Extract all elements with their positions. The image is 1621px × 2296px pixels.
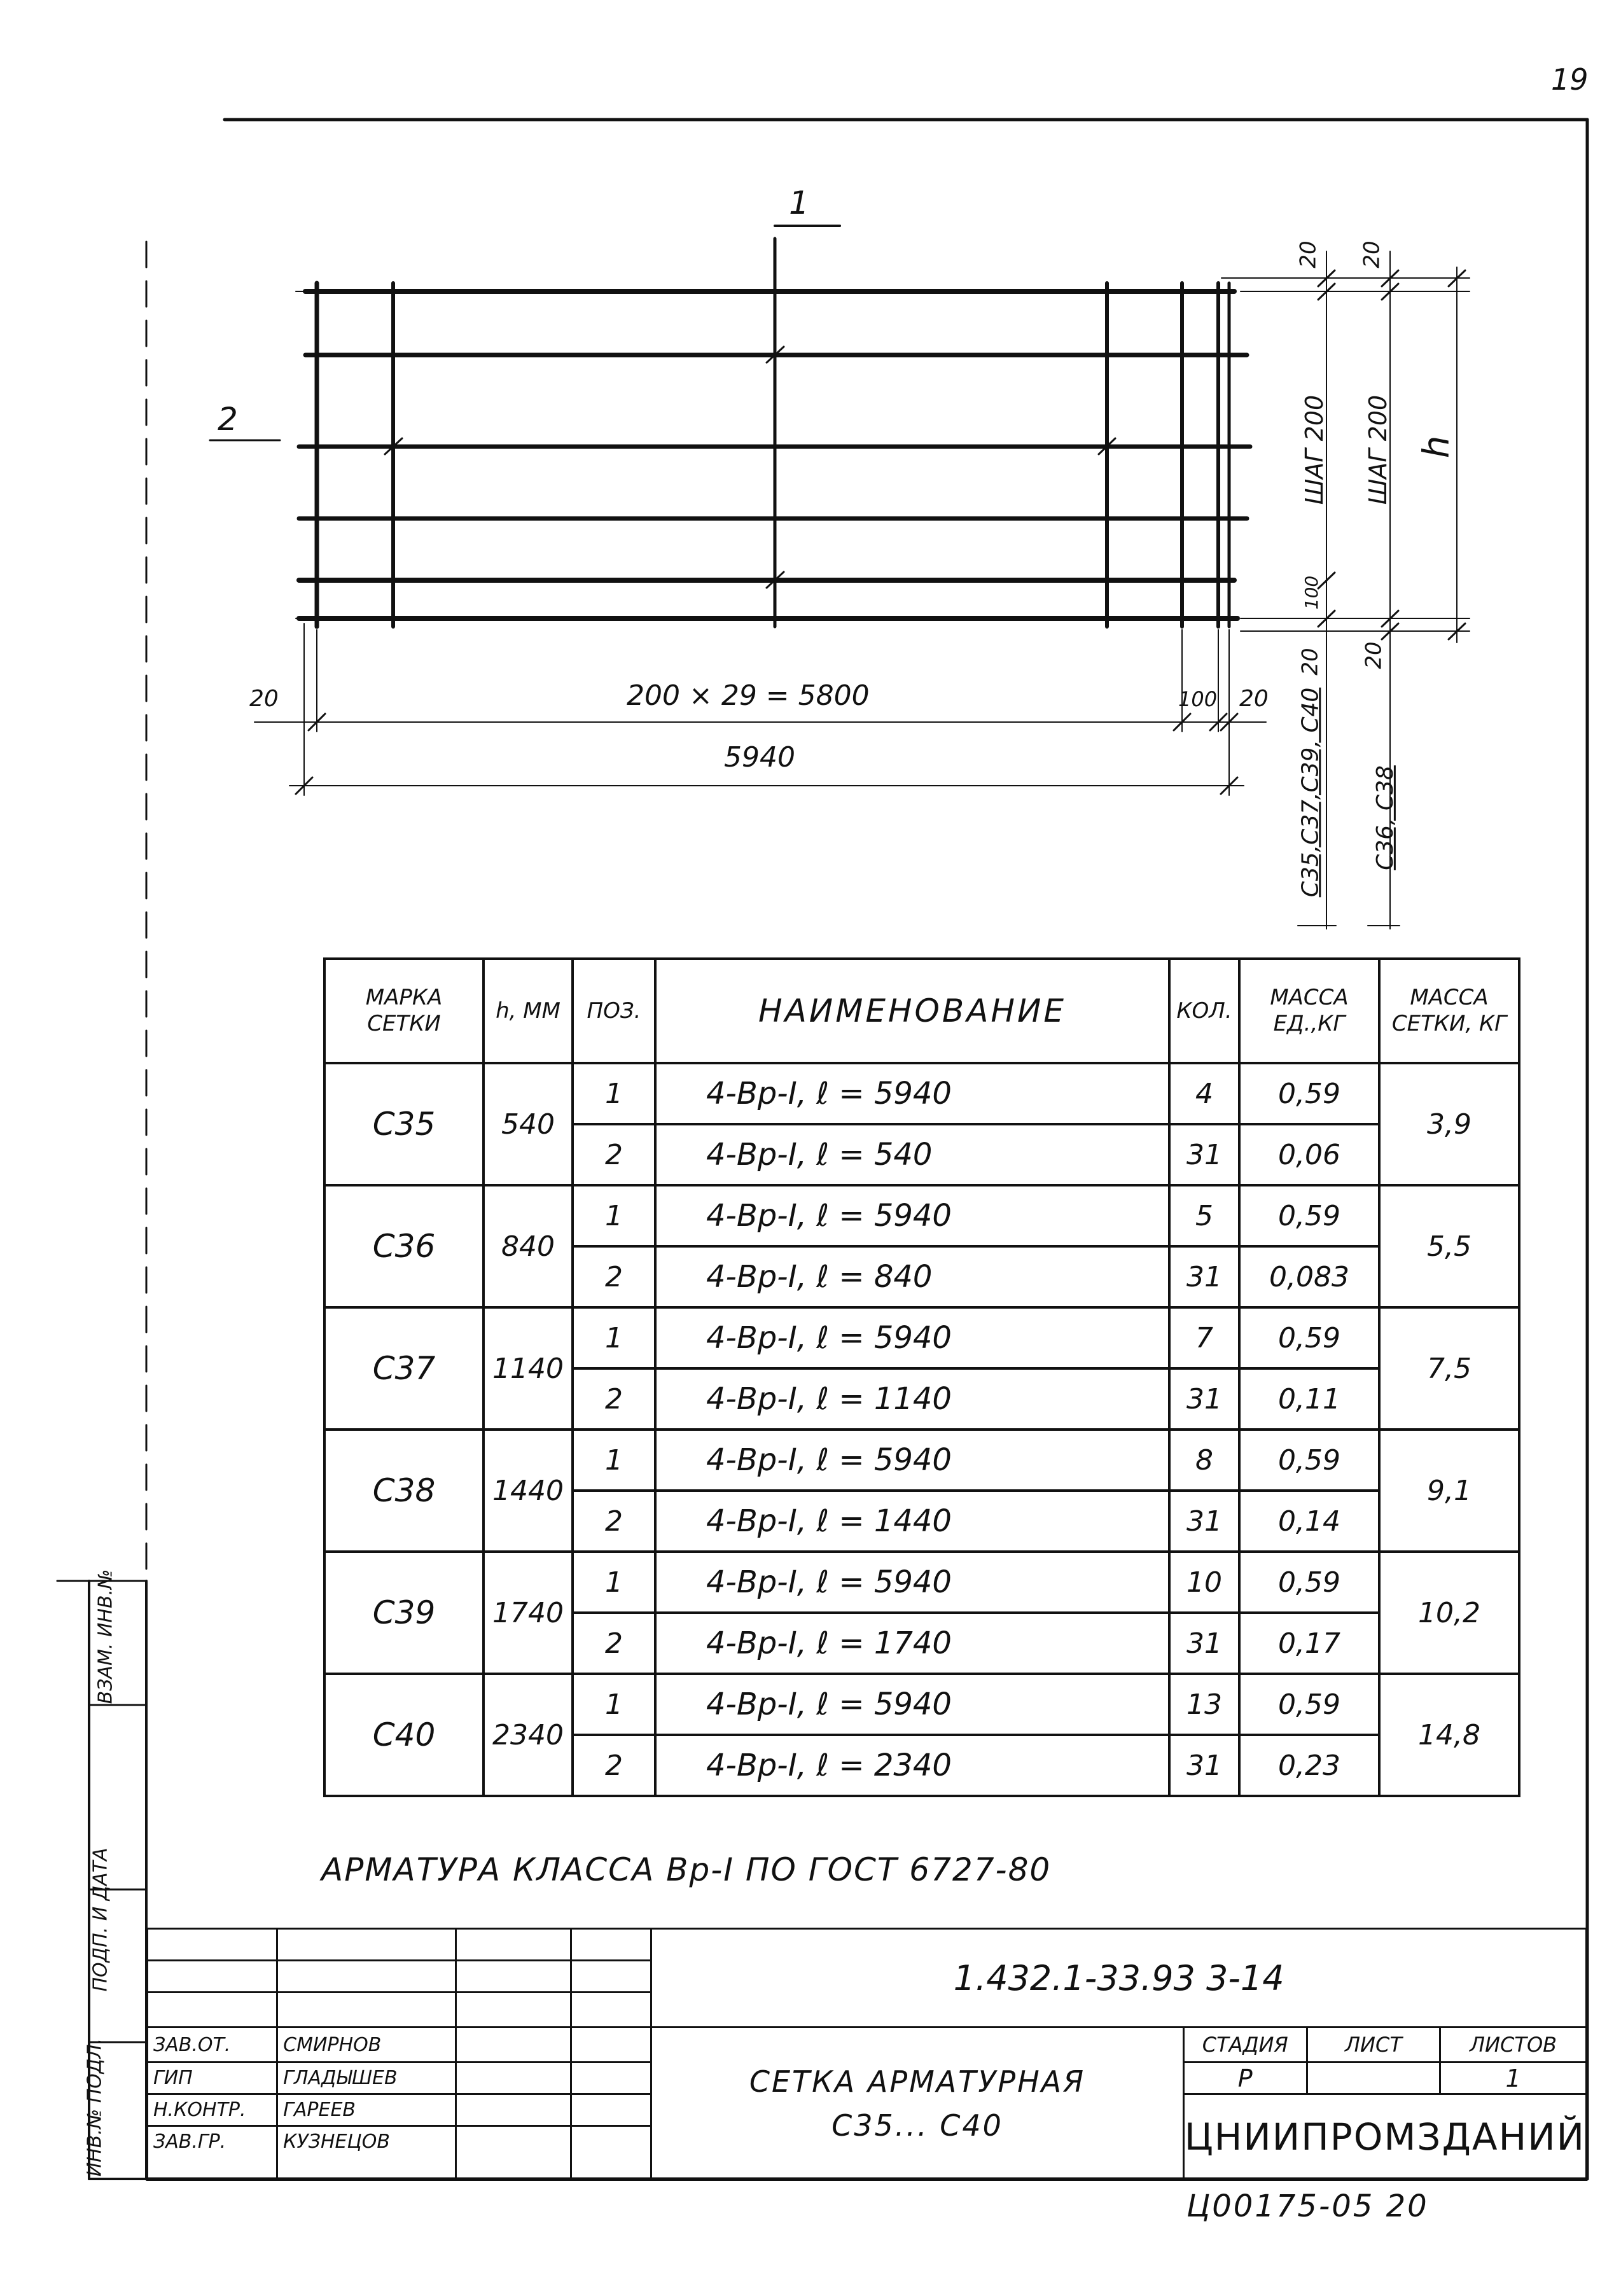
step-label-1: ШАГ 200	[1300, 394, 1329, 505]
mesh-mass: 9,1	[1379, 1430, 1519, 1552]
mesh-mark: С37	[324, 1307, 484, 1430]
sheet-value	[1307, 2063, 1440, 2094]
dimension-span: 200 × 29 = 5800	[627, 679, 870, 712]
position: 1	[573, 1063, 655, 1124]
signer-name: КУЗНЕЦОВ	[277, 2126, 456, 2180]
mesh-height: 540	[484, 1063, 573, 1185]
title-block-row	[148, 2028, 1587, 2063]
unit-mass: 0,06	[1239, 1124, 1379, 1185]
quantity: 31	[1169, 1368, 1239, 1430]
reinforcement-note: АРМАТУРА КЛАССА Вр-I ПО ГОСТ 6727-80	[321, 1851, 1052, 1888]
sheets-header: ЛИСТОВ	[1440, 2028, 1587, 2063]
dimension-bottom-100: 100	[1301, 575, 1323, 610]
position: 2	[573, 1613, 655, 1674]
margin-label-vzam-inv: ВЗАМ. ИНВ.№	[94, 1569, 117, 1704]
mesh-mark: С40	[324, 1674, 484, 1796]
sheets-value: 1	[1440, 2063, 1587, 2094]
blank-cell	[277, 1993, 456, 2028]
quantity: 10	[1169, 1552, 1239, 1613]
header-name: НАИМЕНОВАНИЕ	[655, 959, 1169, 1063]
dimension-left-edge: 20	[249, 686, 279, 712]
unit-mass: 0,23	[1239, 1735, 1379, 1796]
blank-cell	[456, 1961, 571, 1993]
item-name: 4-Вр-I, ℓ = 840	[655, 1246, 1169, 1307]
item-name: 4-Вр-I, ℓ = 5940	[655, 1185, 1169, 1246]
quantity: 7	[1169, 1307, 1239, 1368]
mesh-mass: 3,9	[1379, 1063, 1519, 1185]
position: 2	[573, 1124, 655, 1185]
drawing-title	[651, 2028, 1183, 2180]
item-name: 4-Вр-I, ℓ = 1440	[655, 1491, 1169, 1552]
title-line-1: СЕТКА АРМАТУРНАЯ	[749, 2064, 1086, 2099]
position: 1	[573, 1307, 655, 1368]
mesh-height: 1140	[484, 1307, 573, 1430]
item-name: 4-Вр-I, ℓ = 5940	[655, 1063, 1169, 1124]
table-row	[324, 1674, 1519, 1735]
blank-cell	[277, 1961, 456, 1993]
mesh-mass: 10,2	[1379, 1552, 1519, 1674]
group-label-2: С36, С38	[1372, 765, 1398, 870]
unit-mass: 0,083	[1239, 1246, 1379, 1307]
unit-mass: 0,59	[1239, 1307, 1379, 1368]
dimension-right-100: 100	[1178, 687, 1218, 711]
blank-cell	[456, 1929, 571, 1961]
margin-label-inv-podl: ИНВ.№ ПОДЛ.	[83, 2038, 106, 2177]
section-label: 1	[789, 184, 809, 221]
position: 2	[573, 1368, 655, 1430]
blank-cell	[277, 1929, 456, 1961]
item-name: 4-Вр-I, ℓ = 5940	[655, 1674, 1169, 1735]
quantity: 31	[1169, 1613, 1239, 1674]
dimension-bottom-20a: 20	[1297, 648, 1323, 676]
quantity: 31	[1169, 1124, 1239, 1185]
mesh-height: 2340	[484, 1674, 573, 1796]
mesh-mark: С39	[324, 1552, 484, 1674]
position: 2	[573, 1735, 655, 1796]
unit-mass: 0,59	[1239, 1063, 1379, 1124]
mesh-mass: 5,5	[1379, 1185, 1519, 1307]
blank-cell	[148, 1961, 277, 1993]
dimension-total: 5940	[724, 741, 795, 774]
signer-role: ГИП	[148, 2063, 277, 2094]
signer-name: ГАРЕЕВ	[277, 2094, 456, 2126]
signer-name: СМИРНОВ	[277, 2028, 456, 2063]
dimension-right-20: 20	[1239, 686, 1269, 712]
mesh-mass: 14,8	[1379, 1674, 1519, 1796]
unit-mass: 0,59	[1239, 1674, 1379, 1735]
blank-cell	[571, 1929, 651, 1961]
position: 2	[573, 1246, 655, 1307]
position: 1	[573, 1552, 655, 1613]
item-name: 4-Вр-I, ℓ = 1140	[655, 1368, 1169, 1430]
unit-mass: 0,14	[1239, 1491, 1379, 1552]
quantity: 5	[1169, 1185, 1239, 1246]
side-label: 2	[218, 401, 238, 438]
step-label-2: ШАГ 200	[1364, 394, 1393, 505]
blank-cell	[148, 1929, 277, 1961]
spec-header-row	[324, 959, 1519, 1063]
quantity: 13	[1169, 1674, 1239, 1735]
signer-role: ЗАВ.ОТ.	[148, 2028, 277, 2063]
signature-cell	[456, 2094, 571, 2126]
item-name: 4-Вр-I, ℓ = 1740	[655, 1613, 1169, 1674]
header-qty: КОЛ.	[1169, 959, 1239, 1063]
item-name: 4-Вр-I, ℓ = 5940	[655, 1307, 1169, 1368]
mesh-height: 1740	[484, 1552, 573, 1674]
quantity: 8	[1169, 1430, 1239, 1491]
unit-mass: 0,59	[1239, 1552, 1379, 1613]
mesh-mark: С36	[324, 1185, 484, 1307]
header-mark: МАРКА СЕТКИ	[324, 959, 484, 1063]
height-label: h	[1416, 435, 1458, 459]
table-row	[324, 1552, 1519, 1613]
unit-mass: 0,59	[1239, 1430, 1379, 1491]
stage-value: Р	[1183, 2063, 1307, 2094]
blank-cell	[456, 1993, 571, 2028]
stage-header: СТАДИЯ	[1183, 2028, 1307, 2063]
position: 1	[573, 1674, 655, 1735]
page-number: 19	[1551, 62, 1589, 97]
blank-cell	[148, 1993, 277, 2028]
item-name: 4-Вр-I, ℓ = 540	[655, 1124, 1169, 1185]
mesh-mass: 7,5	[1379, 1307, 1519, 1430]
date-cell	[571, 2028, 651, 2063]
title-block-row	[148, 1929, 1587, 1961]
date-cell	[571, 2094, 651, 2126]
dimension-top-20a: 20	[1295, 240, 1321, 268]
unit-mass: 0,17	[1239, 1613, 1379, 1674]
specification-table	[323, 957, 1520, 1797]
signer-name: ГЛАДЫШЕВ	[277, 2063, 456, 2094]
mesh-mark: С35	[324, 1063, 484, 1185]
signature-cell	[456, 2063, 571, 2094]
blank-cell	[571, 1993, 651, 2028]
blank-cell	[571, 1961, 651, 1993]
date-cell	[571, 2063, 651, 2094]
title-block	[146, 1928, 1587, 2181]
mesh-mark: С38	[324, 1430, 484, 1552]
table-row	[324, 1430, 1519, 1491]
signature-cell	[456, 2028, 571, 2063]
item-name: 4-Вр-I, ℓ = 5940	[655, 1552, 1169, 1613]
mesh-height: 1440	[484, 1430, 573, 1552]
header-mesh-mass: МАССА СЕТКИ, КГ	[1379, 959, 1519, 1063]
table-row	[324, 1185, 1519, 1246]
bottom-stamp: Ц00175-05 20	[1186, 2188, 1429, 2224]
document-code: 1.432.1-33.93 3-14	[651, 1929, 1587, 2028]
header-h: h, ММ	[484, 959, 573, 1063]
organization-name: ЦНИИПРОМЗДАНИЙ	[1183, 2094, 1586, 2180]
position: 1	[573, 1430, 655, 1491]
margin-label-podp-data: ПОДП. И ДАТА	[89, 1847, 112, 1992]
mesh-height: 840	[484, 1185, 573, 1307]
header-pos: ПОЗ.	[573, 959, 655, 1063]
unit-mass: 0,11	[1239, 1368, 1379, 1430]
position: 2	[573, 1491, 655, 1552]
unit-mass: 0,59	[1239, 1185, 1379, 1246]
quantity: 31	[1169, 1246, 1239, 1307]
quantity: 4	[1169, 1063, 1239, 1124]
table-row	[324, 1063, 1519, 1124]
dimension-top-20b: 20	[1359, 240, 1385, 268]
signature-cell	[456, 2126, 571, 2180]
item-name: 4-Вр-I, ℓ = 2340	[655, 1735, 1169, 1796]
quantity: 31	[1169, 1735, 1239, 1796]
dimension-bottom-20b: 20	[1361, 641, 1387, 669]
header-unit-mass: МАССА ЕД.,КГ	[1239, 959, 1379, 1063]
item-name: 4-Вр-I, ℓ = 5940	[655, 1430, 1169, 1491]
sheet-header: ЛИСТ	[1307, 2028, 1440, 2063]
date-cell	[571, 2126, 651, 2180]
table-row	[324, 1307, 1519, 1368]
quantity: 31	[1169, 1491, 1239, 1552]
title-line-2: С35... С40	[831, 2108, 1003, 2143]
signer-role: ЗАВ.ГР.	[148, 2126, 277, 2180]
group-label-1: С35,С37,С39, С40	[1297, 687, 1324, 898]
signer-role: Н.КОНТР.	[148, 2094, 277, 2126]
position: 1	[573, 1185, 655, 1246]
